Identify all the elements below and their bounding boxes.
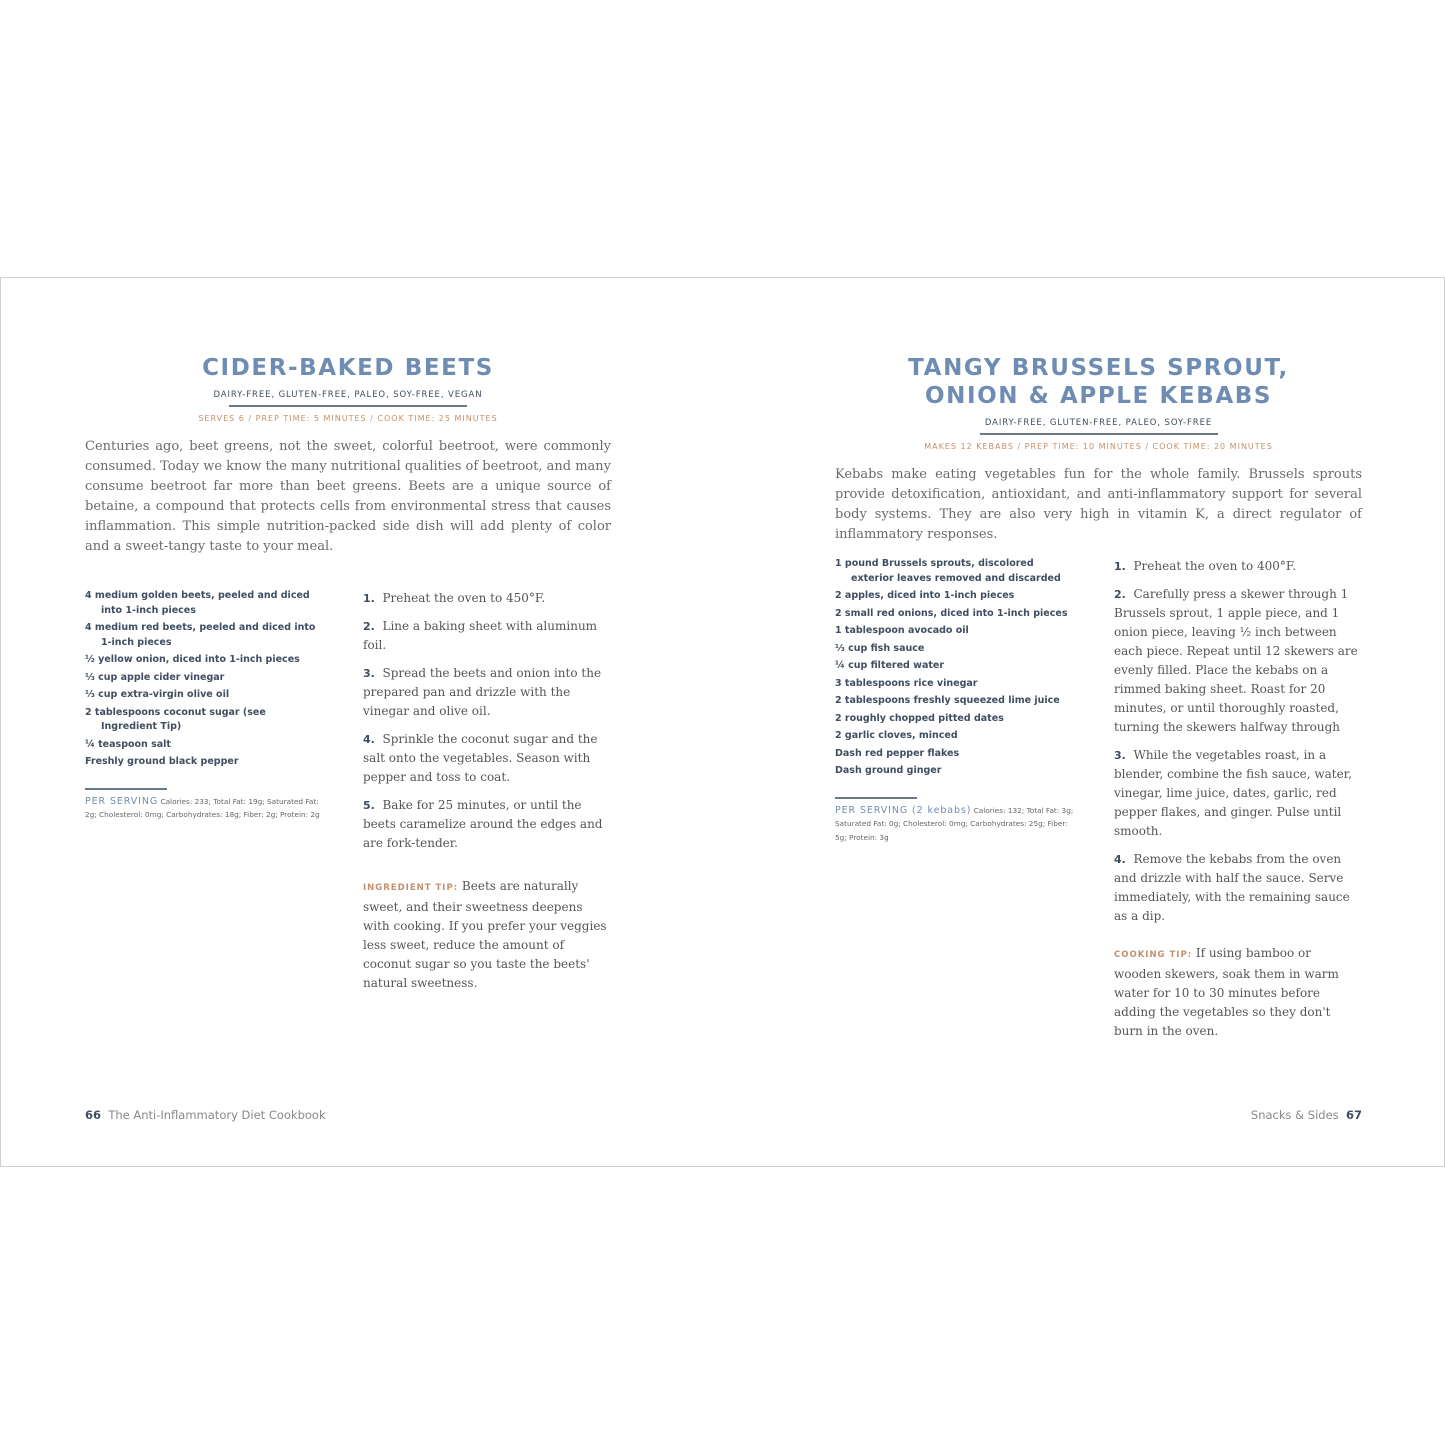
tip-text: Beets are naturally sweet, and their sweetness deepens with cooking. If you prefer your veggies less sweet, reduce the amount of coconut sugar so you taste the beets' natural sweetness.	[363, 879, 607, 990]
direction-step: 4. Sprinkle the coconut sugar and the salt onto the vegetables. Season with pepper and toss to coat.	[363, 732, 598, 784]
tip-label: COOKING TIP:	[1114, 950, 1193, 960]
nutrition-divider	[85, 788, 167, 790]
recipe-title	[835, 354, 1362, 410]
diet-tags: DAIRY-FREE, GLUTEN-FREE, PALEO, SOY-FREE, VEGAN	[213, 390, 483, 400]
ingredient-item: 2 small red onions, diced into 1-inch pieces	[835, 607, 1068, 619]
direction-step: 2. Carefully press a skewer through 1 Brussels sprout, 1 apple piece, and 1 onion piece, leaving ½ inch between each piece. Repeat until 12 skewers are evenly filled. Place the kebabs on a rimmed baking sheet. Roast for 20 minutes, or until thoroughly roasted, turning the skewers halfway through	[1114, 587, 1358, 734]
recipe-intro: Centuries ago, beet greens, not the sweet, colorful beetroot, were commonly consumed. Today we know the many nutritional qualities of beetroot, and many consume beetroot far more than beet greens. Beets are a unique source of betaine, a compound that protects cells from environmental stress that causes inflammation. This simple nutrition-packed side dish will add plenty of color and a sweet-tangy taste to your meal.	[85, 439, 611, 554]
direction-step: 4. Remove the kebabs from the oven and drizzle with half the sauce. Serve immediately, with the remaining sauce as a dip.	[1114, 852, 1350, 923]
ingredient-item: ⅓ cup fish sauce	[835, 642, 925, 654]
nutrition-box	[85, 788, 325, 822]
tip-text: If using bamboo or wooden skewers, soak them in warm water for 10 to 30 minutes before adding the vegetables so they don't burn in the oven.	[1114, 946, 1339, 1038]
left-footer	[85, 1108, 326, 1122]
left-page	[85, 278, 611, 1166]
ingredient-item: 4 medium red beets, peeled and diced into 1-inch pieces	[85, 622, 316, 648]
cooking-tip	[1114, 944, 1362, 1041]
tip-label: INGREDIENT TIP:	[363, 883, 459, 893]
nutrition-box	[835, 797, 1075, 845]
book-title: The Anti-Inflammatory Diet Cookbook	[108, 1108, 326, 1122]
right-footer	[1251, 1108, 1362, 1122]
recipe-meta: SERVES 6 / PREP TIME: 5 MINUTES / COOK TIME: 25 MINUTES	[198, 414, 498, 423]
ingredient-item: 3 tablespoons rice vinegar	[835, 677, 978, 689]
book-spread	[0, 277, 1445, 1167]
recipe-title: CIDER-BAKED BEETS	[202, 355, 494, 381]
nutrition-values: Calories: 233; Total Fat: 19g; Saturated Fat: 2g; Cholesterol: 0mg; Carbohydrates: 18g; Fiber: 2g; Protein: 2g	[85, 796, 320, 819]
nutrition-divider	[835, 797, 917, 799]
direction-step: 1. Preheat the oven to 400°F.	[1114, 559, 1297, 573]
directions	[1114, 557, 1362, 1041]
ingredient-item: 2 roughly chopped pitted dates	[835, 712, 1004, 724]
ingredient-tip	[363, 877, 611, 993]
nutrition-values: Calories: 132; Total Fat: 3g; Saturated Fat: 0g; Cholesterol: 0mg; Carbohydrates: 25g; Fiber: 5g; Protein: 3g	[835, 805, 1074, 842]
diet-tags: DAIRY-FREE, GLUTEN-FREE, PALEO, SOY-FREE	[984, 418, 1213, 428]
direction-step: 2. Line a baking sheet with aluminum foil.	[363, 619, 598, 652]
directions	[363, 589, 611, 993]
ingredient-item: Dash red pepper flakes	[835, 747, 960, 759]
ingredient-item: 2 tablespoons freshly squeezed lime juice	[835, 695, 1060, 706]
right-page	[835, 278, 1362, 1166]
page-number: 67	[1345, 1108, 1362, 1122]
ingredient-item: 1 pound Brussels sprouts, discolored exterior leaves removed and discarded	[835, 558, 1061, 584]
ingredient-item: 1 tablespoon avocado oil	[835, 625, 969, 636]
direction-step: 3. Spread the beets and onion into the prepared pan and drizzle with the vinegar and olive oil.	[363, 666, 602, 718]
per-serving-label: PER SERVING (2 kebabs)	[835, 804, 972, 816]
direction-step: 3. While the vegetables roast, in a blender, combine the fish sauce, water, vinegar, lime juice, dates, garlic, red pepper flakes, and ginger. Pulse until smooth.	[1114, 748, 1352, 838]
nutrition-info	[85, 795, 325, 822]
title-divider	[229, 405, 467, 407]
per-serving-label: PER SERVING	[85, 795, 159, 807]
direction-step: 5. Bake for 25 minutes, or until the beets caramelize around the edges and are fork-tender.	[363, 798, 603, 850]
ingredient-item: ⅓ cup apple cider vinegar	[85, 671, 225, 683]
ingredient-item: ½ yellow onion, diced into 1-inch pieces	[85, 654, 300, 665]
recipe-intro: Kebabs make eating vegetables fun for the whole family. Brussels sprouts provide detoxification, antioxidant, and anti-inflammatory support for several body systems. They are also very high in vitamin K, a direct regulator of inflammatory responses.	[835, 467, 1362, 542]
ingredient-item: 2 apples, diced into 1-inch pieces	[835, 590, 1015, 601]
title-line-1: TANGY BRUSSELS SPROUT,	[908, 355, 1289, 381]
ingredient-item: ⅓ cup extra-virgin olive oil	[85, 689, 230, 700]
ingredient-item: Dash ground ginger	[835, 765, 942, 776]
ingredient-item: 2 tablespoons coconut sugar (see Ingredient Tip)	[85, 706, 266, 732]
page-number: 66	[85, 1108, 102, 1122]
ingredients-list	[85, 589, 325, 822]
ingredient-item: 4 medium golden beets, peeled and diced into 1-inch pieces	[85, 590, 310, 616]
ingredient-item: ¼ teaspoon salt	[85, 738, 171, 750]
ingredient-item: Freshly ground black pepper	[85, 756, 239, 767]
direction-step: 1. Preheat the oven to 450°F.	[363, 591, 546, 605]
section-title: Snacks & Sides	[1250, 1108, 1339, 1122]
ingredients-list	[835, 557, 1075, 844]
title-line-2: ONION & APPLE KEBABS	[924, 383, 1273, 409]
ingredient-item: ¼ cup filtered water	[835, 660, 945, 671]
recipe-meta: MAKES 12 KEBABS / PREP TIME: 10 MINUTES / COOK TIME: 20 MINUTES	[924, 442, 1273, 451]
nutrition-info	[835, 804, 1075, 845]
title-divider	[980, 433, 1218, 435]
ingredient-item: 2 garlic cloves, minced	[835, 730, 958, 741]
